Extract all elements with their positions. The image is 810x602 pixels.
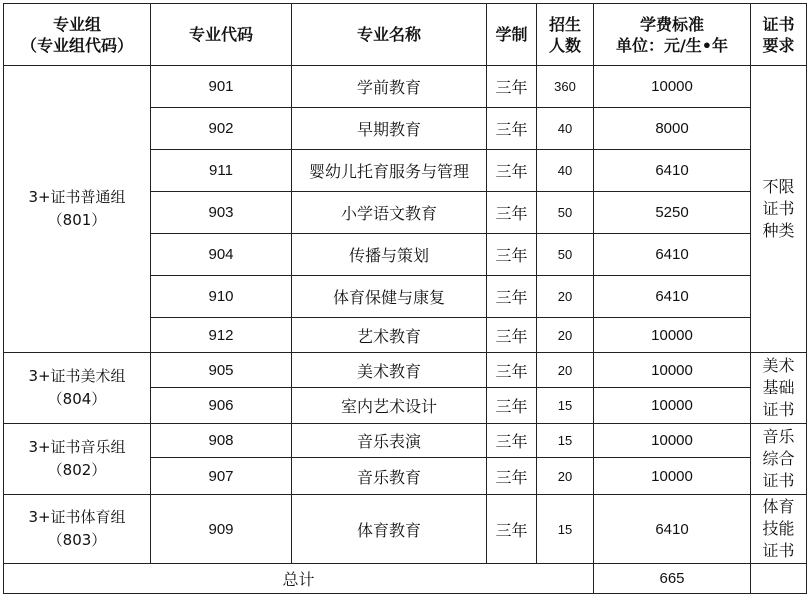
cert-line: 综合 [762,449,795,468]
major-enroll: 20 [537,318,594,353]
header-group-line1: 专业组 [52,14,101,34]
major-duration: 三年 [487,234,537,276]
major-enroll: 40 [537,150,594,192]
cert-line: 证书 [762,541,795,560]
major-name: 小学语文教育 [292,192,487,234]
major-enroll: 50 [537,234,594,276]
header-duration: 学制 [487,4,537,66]
major-fee: 10000 [594,66,751,108]
major-fee: 8000 [594,108,751,150]
major-fee: 10000 [594,318,751,353]
major-name: 体育教育 [292,495,487,564]
table-row [4,495,807,564]
group-cell-801 [4,66,151,353]
header-code: 专业代码 [151,4,292,66]
cert-cell-801 [751,66,807,353]
major-name: 体育保健与康复 [292,276,487,318]
major-name: 音乐表演 [292,424,487,458]
header-fee-line1: 学费标准 [639,14,704,34]
major-code: 911 [151,150,292,192]
major-fee: 10000 [594,388,751,424]
cert-cell-804 [751,353,807,424]
table-row [4,66,807,108]
enrollment-table [3,3,807,594]
major-name: 美术教育 [292,353,487,388]
major-duration: 三年 [487,388,537,424]
group-name: 3+证书音乐组 [28,438,126,456]
major-name: 室内艺术设计 [292,388,487,424]
major-enroll: 50 [537,192,594,234]
major-fee: 5250 [594,192,751,234]
major-code: 907 [151,458,292,495]
group-code: （804） [47,390,107,408]
major-duration: 三年 [487,192,537,234]
group-cell-802 [4,424,151,495]
cert-line: 证书 [762,199,795,218]
group-name: 3+证书体育组 [28,508,126,526]
total-empty-cell [751,564,807,594]
cert-line: 体育 [762,497,795,516]
cert-line: 基础 [762,378,795,397]
group-name: 3+证书美术组 [28,367,126,385]
group-name: 3+证书普通组 [28,188,126,206]
major-fee: 6410 [594,234,751,276]
major-code: 906 [151,388,292,424]
major-name: 学前教育 [292,66,487,108]
major-enroll: 40 [537,108,594,150]
major-enroll: 20 [537,353,594,388]
header-fee [594,4,751,66]
table-row [4,424,807,458]
total-label: 总计 [4,564,594,594]
total-value: 665 [594,564,751,594]
cert-line: 证书 [762,400,795,419]
cert-line: 不限 [762,177,795,196]
header-cert [751,4,807,66]
major-duration: 三年 [487,353,537,388]
major-enroll: 15 [537,388,594,424]
major-enroll: 15 [537,424,594,458]
major-fee: 10000 [594,353,751,388]
table-row [4,353,807,388]
major-duration: 三年 [487,276,537,318]
group-cell-804 [4,353,151,424]
header-row [4,4,807,66]
total-row [4,564,807,594]
major-enroll: 20 [537,276,594,318]
major-name: 传播与策划 [292,234,487,276]
major-code: 910 [151,276,292,318]
major-code: 902 [151,108,292,150]
major-fee: 6410 [594,150,751,192]
header-group [4,4,151,66]
major-code: 905 [151,353,292,388]
major-fee: 6410 [594,276,751,318]
cert-cell-802 [751,424,807,495]
major-enroll: 15 [537,495,594,564]
major-code: 912 [151,318,292,353]
group-code: （802） [47,461,107,479]
major-name: 音乐教育 [292,458,487,495]
cert-line: 美术 [762,356,795,375]
major-enroll: 20 [537,458,594,495]
group-code: （801） [47,211,107,229]
header-enroll-line2: 人数 [548,35,581,55]
major-name: 婴幼儿托育服务与管理 [292,150,487,192]
major-enroll: 360 [537,66,594,108]
major-duration: 三年 [487,318,537,353]
group-cell-803 [4,495,151,564]
header-enroll [537,4,594,66]
group-code: （803） [47,531,107,549]
cert-line: 种类 [762,221,795,240]
major-duration: 三年 [487,424,537,458]
major-name: 早期教育 [292,108,487,150]
major-duration: 三年 [487,150,537,192]
major-code: 903 [151,192,292,234]
major-duration: 三年 [487,495,537,564]
cert-line: 证书 [762,471,795,490]
header-fee-line2: 单位：元/生•年 [615,35,729,55]
major-duration: 三年 [487,108,537,150]
major-fee: 10000 [594,458,751,495]
major-code: 908 [151,424,292,458]
major-fee: 10000 [594,424,751,458]
major-code: 901 [151,66,292,108]
cert-line: 技能 [762,519,795,538]
major-duration: 三年 [487,458,537,495]
cert-line: 音乐 [762,427,795,446]
header-group-line2: （专业组代码） [20,35,133,55]
header-cert-line1: 证书 [762,14,795,34]
cert-cell-803 [751,495,807,564]
header-enroll-line1: 招生 [548,14,581,34]
major-fee: 6410 [594,495,751,564]
header-cert-line2: 要求 [762,35,795,55]
major-name: 艺术教育 [292,318,487,353]
major-duration: 三年 [487,66,537,108]
header-name: 专业名称 [292,4,487,66]
major-code: 909 [151,495,292,564]
major-code: 904 [151,234,292,276]
